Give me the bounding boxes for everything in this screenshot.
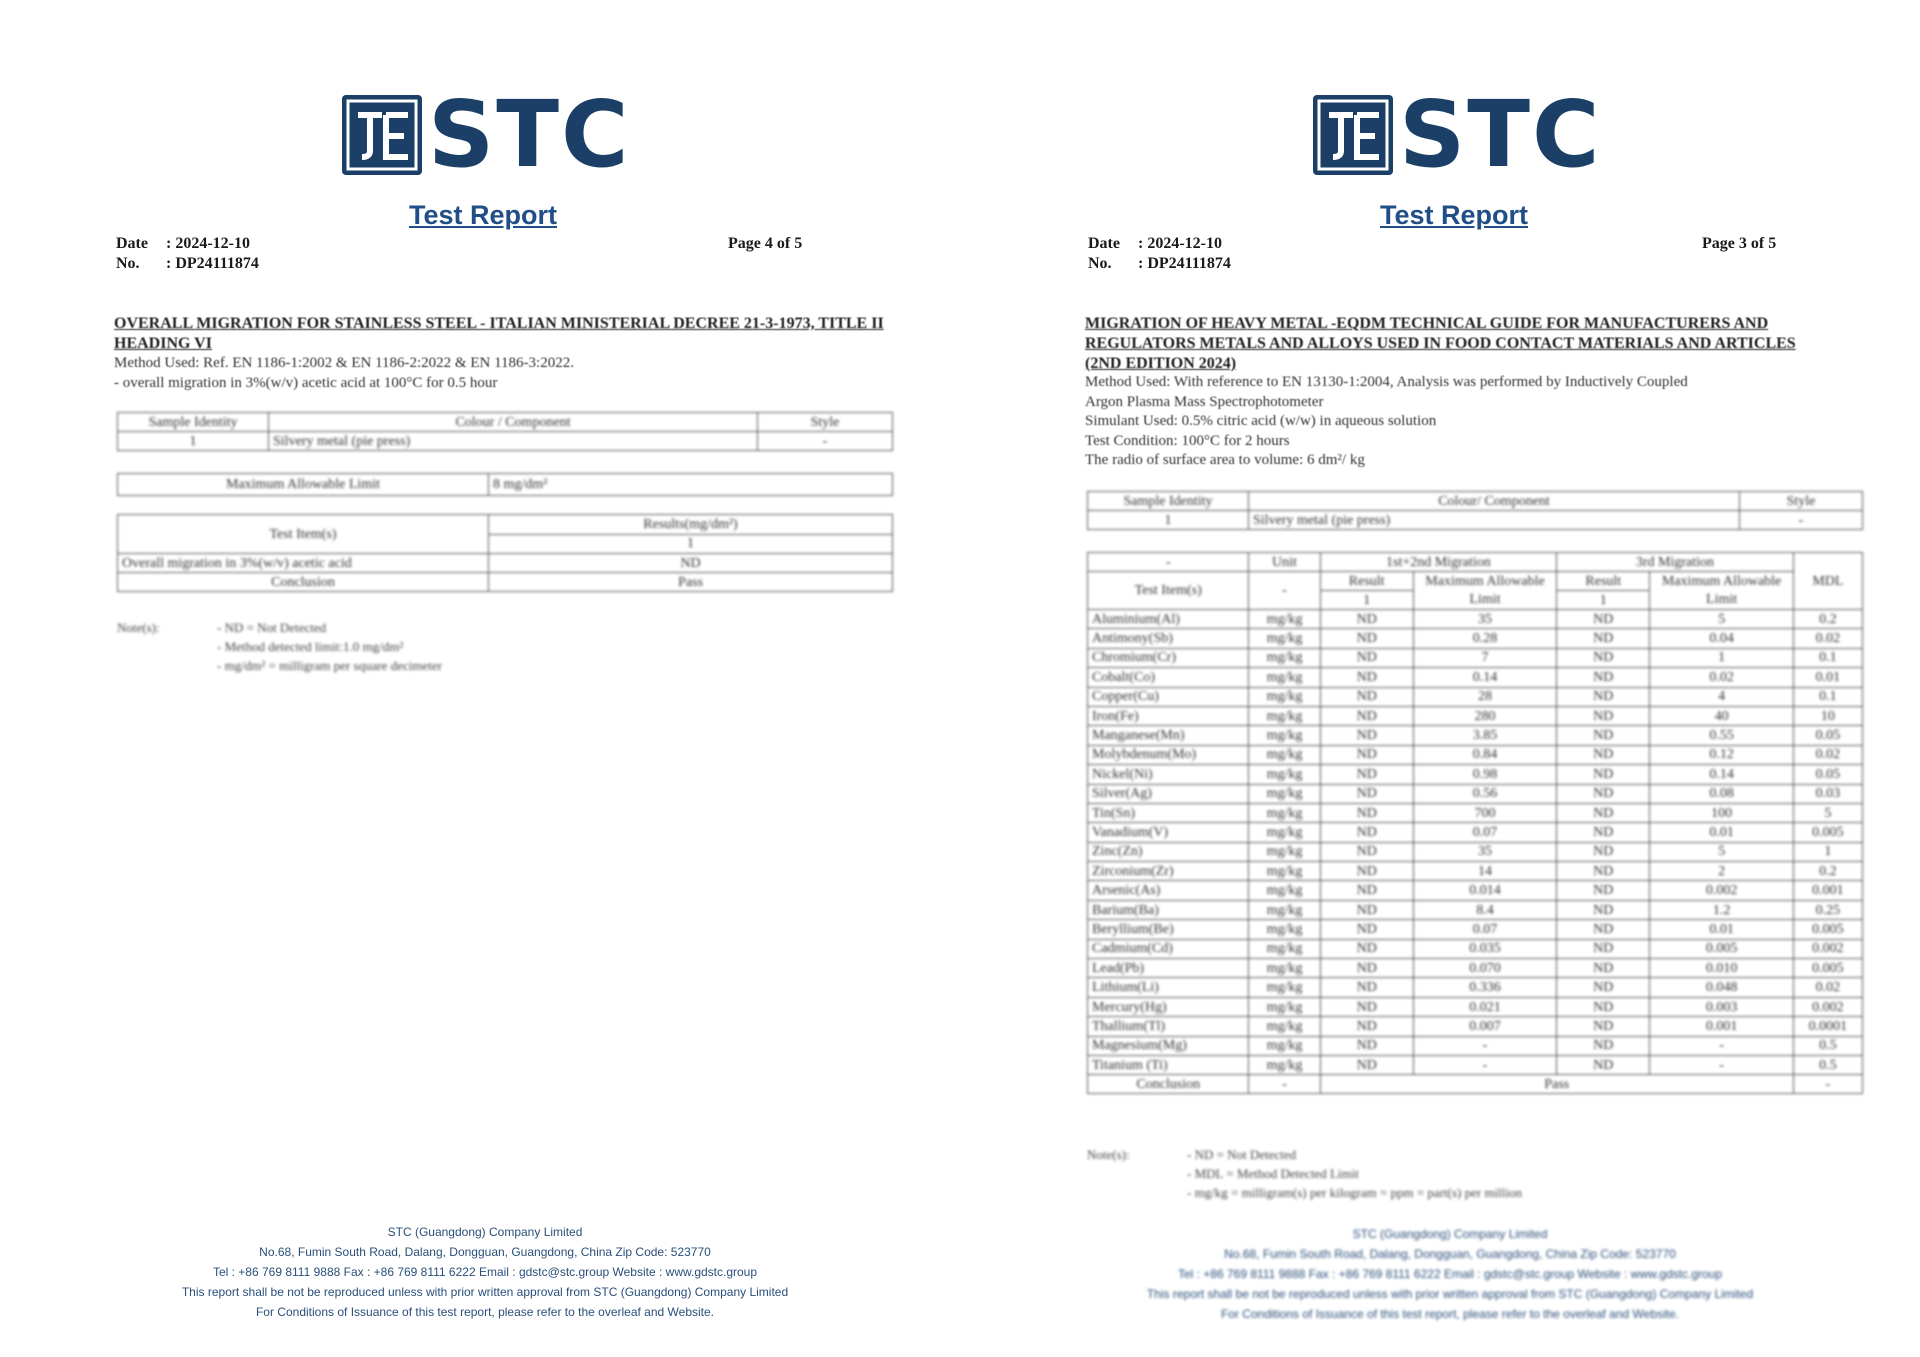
header-cell: Result bbox=[1320, 572, 1413, 591]
unit-cell: mg/kg bbox=[1249, 1017, 1320, 1036]
limit-12-cell: 0.014 bbox=[1413, 881, 1556, 900]
table-row bbox=[1088, 610, 1863, 629]
result-12-cell: ND bbox=[1320, 648, 1413, 667]
mdl-cell: 0.5 bbox=[1793, 1036, 1862, 1055]
test-item-cell: Iron(Fe) bbox=[1088, 706, 1249, 725]
test-item-cell: Nickel(Ni) bbox=[1088, 765, 1249, 784]
unit-cell: mg/kg bbox=[1249, 1055, 1320, 1074]
unit-cell: mg/kg bbox=[1249, 726, 1320, 745]
method-line: Test Condition: 100°C for 2 hours bbox=[1085, 432, 1290, 449]
limit-12-cell: 8.4 bbox=[1413, 900, 1556, 919]
method-block bbox=[114, 354, 574, 393]
limit-3-cell: 0.12 bbox=[1650, 745, 1793, 764]
limit-12-cell: 35 bbox=[1413, 842, 1556, 861]
limit-3-cell: - bbox=[1650, 1055, 1793, 1074]
result-12-cell: ND bbox=[1320, 939, 1413, 958]
result-3-cell: ND bbox=[1557, 939, 1650, 958]
limit-3-cell: - bbox=[1650, 1036, 1793, 1055]
unit-cell: mg/kg bbox=[1249, 803, 1320, 822]
stc-logo-wordmark: STC bbox=[428, 81, 631, 188]
result-3-cell: ND bbox=[1557, 629, 1650, 648]
table-row bbox=[118, 573, 893, 592]
test-item-cell: Zinc(Zn) bbox=[1088, 842, 1249, 861]
limit-3-cell: 5 bbox=[1650, 610, 1793, 629]
limit-3-cell: 0.005 bbox=[1650, 939, 1793, 958]
mdl-cell: 0.03 bbox=[1793, 784, 1862, 803]
footer-line: Tel : +86 769 8111 9888 Fax : +86 769 8111 6222 Email : gdstc@stc.group Website : www.gdstc.group bbox=[1177, 1267, 1723, 1281]
unit-cell: mg/kg bbox=[1249, 959, 1320, 978]
report-title: Test Report bbox=[1380, 200, 1529, 230]
limit-12-cell: 3.85 bbox=[1413, 726, 1556, 745]
limit-12-cell: 0.28 bbox=[1413, 629, 1556, 648]
table-cell: Overall migration in 3%(w/v) acetic acid bbox=[118, 554, 489, 573]
mdl-cell: 0.002 bbox=[1793, 939, 1862, 958]
limit-12-cell: 0.070 bbox=[1413, 959, 1556, 978]
limit-12-cell: 14 bbox=[1413, 862, 1556, 881]
footer-line: For Conditions of Issuance of this test report, please refer to the overleaf and Website. bbox=[255, 1305, 715, 1319]
table-row bbox=[1088, 900, 1863, 919]
header-cell: Unit bbox=[1249, 553, 1320, 572]
result-12-cell: ND bbox=[1320, 784, 1413, 803]
limit-3-cell: 1.2 bbox=[1650, 900, 1793, 919]
mdl-cell: 0.1 bbox=[1793, 648, 1862, 667]
mdl-cell: 0.02 bbox=[1793, 745, 1862, 764]
result-12-cell: ND bbox=[1320, 862, 1413, 881]
limit-3-cell: 0.001 bbox=[1650, 1017, 1793, 1036]
limit-3-cell: 4 bbox=[1650, 687, 1793, 706]
table-row bbox=[1088, 687, 1863, 706]
limit-3-cell: 0.01 bbox=[1650, 823, 1793, 842]
section-title: OVERALL MIGRATION FOR STAINLESS STEEL - ITALIAN MINISTERIAL DECREE 21-3-1973, TITLE II HEADING VI bbox=[114, 315, 884, 352]
mdl-cell: 0.0001 bbox=[1793, 1017, 1862, 1036]
unit-cell: mg/kg bbox=[1249, 939, 1320, 958]
mdl-cell: 5 bbox=[1793, 803, 1862, 822]
result-3-cell: ND bbox=[1557, 1017, 1650, 1036]
stc-logo-mark-icon bbox=[342, 95, 422, 175]
result-12-cell: ND bbox=[1320, 687, 1413, 706]
report-meta bbox=[1088, 234, 1231, 274]
limit-12-cell: 35 bbox=[1413, 610, 1556, 629]
table-row bbox=[1088, 706, 1863, 725]
limit-12-cell: 0.07 bbox=[1413, 823, 1556, 842]
result-12-cell: ND bbox=[1320, 842, 1413, 861]
method-line: The radio of surface area to volume: 6 dm²/ kg bbox=[1085, 452, 1365, 468]
note-item: - ND = Not Detected bbox=[1187, 1147, 1297, 1162]
stc-logo-wordmark: STC bbox=[1399, 81, 1602, 188]
note-item: - Method detected limit:1.0 mg/dm² bbox=[217, 639, 404, 654]
limit-3-cell: 40 bbox=[1650, 706, 1793, 725]
table-cell: - bbox=[1740, 511, 1863, 530]
table-cell: ND bbox=[489, 554, 893, 573]
table-row bbox=[1088, 1036, 1863, 1055]
page-footer bbox=[1147, 1224, 1753, 1324]
conclusion-label: Conclusion bbox=[118, 573, 489, 592]
limit-12-cell: - bbox=[1413, 1036, 1556, 1055]
stc-logo bbox=[342, 81, 631, 188]
result-3-cell: ND bbox=[1557, 726, 1650, 745]
header-cell: Sample Identity bbox=[118, 413, 269, 432]
table-row bbox=[1088, 629, 1863, 648]
result-12-cell: ND bbox=[1320, 610, 1413, 629]
table-row bbox=[1088, 1075, 1863, 1094]
header-cell: Colour/ Component bbox=[1249, 492, 1740, 511]
limit-12-cell: 0.021 bbox=[1413, 997, 1556, 1016]
conclusion-value: Pass bbox=[1320, 1075, 1793, 1094]
method-line: Simulant Used: 0.5% citric acid (w/w) in aqueous solution bbox=[1085, 413, 1437, 429]
test-item-cell: Cadmium(Cd) bbox=[1088, 939, 1249, 958]
mdl-cell: 0.05 bbox=[1793, 765, 1862, 784]
limit-3-cell: 0.01 bbox=[1650, 920, 1793, 939]
test-item-cell: Lead(Pb) bbox=[1088, 959, 1249, 978]
mdl-cell: 0.01 bbox=[1793, 668, 1862, 687]
unit-cell: mg/kg bbox=[1249, 881, 1320, 900]
notes-label: Note(s): bbox=[1087, 1147, 1130, 1162]
limit-label: Maximum Allowable Limit bbox=[118, 474, 489, 496]
table-row bbox=[1088, 726, 1863, 745]
limit-3-cell: 0.04 bbox=[1650, 629, 1793, 648]
report-meta bbox=[116, 234, 259, 274]
mdl-cell: 0.2 bbox=[1793, 610, 1862, 629]
table-row bbox=[1088, 1055, 1863, 1074]
page-number: Page 4 of 5 bbox=[728, 235, 803, 252]
header-cell: Test Item(s) bbox=[1088, 572, 1249, 610]
table-row bbox=[1088, 803, 1863, 822]
conclusion-unit: - bbox=[1249, 1075, 1320, 1094]
report-number: : DP24111874 bbox=[1138, 255, 1231, 272]
table-row bbox=[118, 432, 893, 451]
mdl-cell: 1 bbox=[1793, 842, 1862, 861]
limit-12-cell: 28 bbox=[1413, 687, 1556, 706]
date-label: Date bbox=[1088, 235, 1120, 252]
test-item-cell: Silver(Ag) bbox=[1088, 784, 1249, 803]
unit-cell: mg/kg bbox=[1249, 629, 1320, 648]
table-row bbox=[1088, 842, 1863, 861]
header-cell: Style bbox=[758, 413, 893, 432]
table-cell: 1 bbox=[1088, 511, 1249, 530]
test-item-cell: Arsenic(As) bbox=[1088, 881, 1249, 900]
header-cell: Style bbox=[1740, 492, 1863, 511]
mdl-cell: 0.02 bbox=[1793, 978, 1862, 997]
report-date: : 2024-12-10 bbox=[1138, 235, 1222, 252]
section-title: MIGRATION OF HEAVY METAL -EQDM TECHNICAL GUIDE FOR MANUFACTURERS AND REGULATORS METALS AND ALLOYS USED IN FOOD CONTACT MATERIALS AND ARTICLES (2ND EDITION 2024) bbox=[1085, 315, 1796, 372]
unit-cell: mg/kg bbox=[1249, 920, 1320, 939]
footer-line: For Conditions of Issuance of this test report, please refer to the overleaf and Website. bbox=[1220, 1307, 1680, 1321]
test-item-cell: Manganese(Mn) bbox=[1088, 726, 1249, 745]
result-12-cell: ND bbox=[1320, 823, 1413, 842]
result-3-cell: ND bbox=[1557, 997, 1650, 1016]
mdl-cell: 0.02 bbox=[1793, 629, 1862, 648]
note-item: - mg/dm² = milligram per square decimeter bbox=[217, 658, 442, 673]
unit-cell: mg/kg bbox=[1249, 668, 1320, 687]
result-3-cell: ND bbox=[1557, 1055, 1650, 1074]
footer-line: STC (Guangdong) Company Limited bbox=[1352, 1227, 1548, 1241]
unit-cell: mg/kg bbox=[1249, 997, 1320, 1016]
test-item-cell: Titanium (Ti) bbox=[1088, 1055, 1249, 1074]
header-cell: - bbox=[1249, 572, 1320, 610]
mdl-cell: 0.005 bbox=[1793, 823, 1862, 842]
result-3-cell: ND bbox=[1557, 959, 1650, 978]
mdl-cell: 0.1 bbox=[1793, 687, 1862, 706]
limit-3-cell: 100 bbox=[1650, 803, 1793, 822]
stc-logo-mark-icon bbox=[1313, 95, 1393, 175]
result-12-cell: ND bbox=[1320, 920, 1413, 939]
mdl-cell: 0.05 bbox=[1793, 726, 1862, 745]
header-cell: 1 bbox=[1557, 591, 1650, 610]
header-cell: 1 bbox=[489, 534, 893, 554]
limit-12-cell: 0.035 bbox=[1413, 939, 1556, 958]
result-12-cell: ND bbox=[1320, 1036, 1413, 1055]
table-row bbox=[1088, 745, 1863, 764]
unit-cell: mg/kg bbox=[1249, 862, 1320, 881]
result-12-cell: ND bbox=[1320, 1017, 1413, 1036]
test-item-cell: Beryllium(Be) bbox=[1088, 920, 1249, 939]
method-line: Method Used: Ref. EN 1186-1:2002 & EN 1186-2:2022 & EN 1186-3:2022. bbox=[114, 355, 574, 371]
test-item-cell: Lithium(Li) bbox=[1088, 978, 1249, 997]
unit-cell: mg/kg bbox=[1249, 648, 1320, 667]
table-cell: Silvery metal (pie press) bbox=[1249, 511, 1740, 530]
header-cell: Results(mg/dm²) bbox=[489, 515, 893, 535]
result-3-cell: ND bbox=[1557, 823, 1650, 842]
method-block bbox=[1085, 373, 1688, 471]
header-cell: 1 bbox=[1320, 591, 1413, 610]
conclusion-value: Pass bbox=[489, 573, 893, 592]
header-cell: Colour / Component bbox=[269, 413, 758, 432]
table-row bbox=[1088, 959, 1863, 978]
sample-table bbox=[1087, 491, 1863, 530]
limit-12-cell: 700 bbox=[1413, 803, 1556, 822]
table-row bbox=[1088, 939, 1863, 958]
metal-table bbox=[1087, 552, 1863, 1094]
result-3-cell: ND bbox=[1557, 862, 1650, 881]
limit-3-cell: 1 bbox=[1650, 648, 1793, 667]
mdl-cell: 0.2 bbox=[1793, 862, 1862, 881]
unit-cell: mg/kg bbox=[1249, 706, 1320, 725]
date-label: Date bbox=[116, 235, 148, 252]
page-footer bbox=[182, 1222, 788, 1322]
conclusion-label: Conclusion bbox=[1088, 1075, 1249, 1094]
limit-3-cell: 0.14 bbox=[1650, 765, 1793, 784]
method-line: - overall migration in 3%(w/v) acetic acid at 100°C for 0.5 hour bbox=[114, 374, 498, 391]
unit-cell: mg/kg bbox=[1249, 978, 1320, 997]
header-cell: 1st+2nd Migration bbox=[1320, 553, 1557, 572]
note-item: - ND = Not Detected bbox=[217, 620, 327, 635]
table-cell: Silvery metal (pie press) bbox=[269, 432, 758, 451]
test-item-cell: Copper(Cu) bbox=[1088, 687, 1249, 706]
test-item-cell: Aluminium(Al) bbox=[1088, 610, 1249, 629]
test-item-cell: Thallium(Tl) bbox=[1088, 1017, 1249, 1036]
table-row bbox=[1088, 765, 1863, 784]
mdl-cell: 0.5 bbox=[1793, 1055, 1862, 1074]
test-item-cell: Antimony(Sb) bbox=[1088, 629, 1249, 648]
mdl-cell: 0.002 bbox=[1793, 997, 1862, 1016]
result-3-cell: ND bbox=[1557, 842, 1650, 861]
result-3-cell: ND bbox=[1557, 900, 1650, 919]
notes-label: Note(s): bbox=[117, 620, 160, 635]
result-12-cell: ND bbox=[1320, 959, 1413, 978]
mdl-cell: 10 bbox=[1793, 706, 1862, 725]
unit-cell: mg/kg bbox=[1249, 1036, 1320, 1055]
report-date: : 2024-12-10 bbox=[166, 235, 250, 252]
mdl-cell: 0.005 bbox=[1793, 920, 1862, 939]
header-cell: Maximum Allowable Limit bbox=[1413, 572, 1556, 610]
table-row bbox=[1088, 862, 1863, 881]
table-cell: - bbox=[758, 432, 893, 451]
unit-cell: mg/kg bbox=[1249, 842, 1320, 861]
result-12-cell: ND bbox=[1320, 1055, 1413, 1074]
table-row bbox=[1088, 823, 1863, 842]
table-row bbox=[1088, 784, 1863, 803]
test-item-cell: Molybdenum(Mo) bbox=[1088, 745, 1249, 764]
report-page-3 bbox=[970, 0, 1920, 1357]
notes bbox=[1087, 1145, 1787, 1215]
result-12-cell: ND bbox=[1320, 997, 1413, 1016]
result-table bbox=[117, 514, 893, 592]
limit-value: 8 mg/dm² bbox=[489, 474, 893, 496]
test-item-cell: Barium(Ba) bbox=[1088, 900, 1249, 919]
test-item-cell: Mercury(Hg) bbox=[1088, 997, 1249, 1016]
unit-cell: mg/kg bbox=[1249, 823, 1320, 842]
footer-line: No.68, Fumin South Road, Dalang, Dongguan, Guangdong, China Zip Code: 523770 bbox=[259, 1245, 711, 1259]
limit-12-cell: 0.84 bbox=[1413, 745, 1556, 764]
header-cell: Result bbox=[1557, 572, 1650, 591]
header-cell: Test Item(s) bbox=[118, 515, 489, 554]
table-row bbox=[1088, 920, 1863, 939]
mdl-cell: 0.001 bbox=[1793, 881, 1862, 900]
result-12-cell: ND bbox=[1320, 978, 1413, 997]
result-3-cell: ND bbox=[1557, 803, 1650, 822]
page-number: Page 3 of 5 bbox=[1702, 235, 1777, 252]
limit-12-cell: - bbox=[1413, 1055, 1556, 1074]
test-item-cell: Tin(Sn) bbox=[1088, 803, 1249, 822]
test-item-cell: Zirconium(Zr) bbox=[1088, 862, 1249, 881]
limit-3-cell: 0.55 bbox=[1650, 726, 1793, 745]
unit-cell: mg/kg bbox=[1249, 784, 1320, 803]
result-3-cell: ND bbox=[1557, 648, 1650, 667]
limit-3-cell: 0.048 bbox=[1650, 978, 1793, 997]
result-3-cell: ND bbox=[1557, 706, 1650, 725]
limit-12-cell: 280 bbox=[1413, 706, 1556, 725]
header-cell: 3rd Migration bbox=[1557, 553, 1794, 572]
result-12-cell: ND bbox=[1320, 803, 1413, 822]
result-12-cell: ND bbox=[1320, 629, 1413, 648]
limit-12-cell: 0.336 bbox=[1413, 978, 1556, 997]
footer-line: No.68, Fumin South Road, Dalang, Dongguan, Guangdong, China Zip Code: 523770 bbox=[1224, 1247, 1676, 1261]
result-3-cell: ND bbox=[1557, 687, 1650, 706]
result-3-cell: ND bbox=[1557, 745, 1650, 764]
note-item: - mg/kg = milligram(s) per kilogram = ppm = part(s) per million bbox=[1187, 1185, 1523, 1200]
table-row bbox=[118, 554, 893, 573]
table-cell: 1 bbox=[118, 432, 269, 451]
result-12-cell: ND bbox=[1320, 900, 1413, 919]
unit-cell: mg/kg bbox=[1249, 687, 1320, 706]
result-3-cell: ND bbox=[1557, 784, 1650, 803]
limit-3-cell: 2 bbox=[1650, 862, 1793, 881]
test-item-cell: Magnesium(Mg) bbox=[1088, 1036, 1249, 1055]
result-12-cell: ND bbox=[1320, 765, 1413, 784]
number-label: No. bbox=[1088, 255, 1112, 272]
number-label: No. bbox=[116, 255, 140, 272]
result-3-cell: ND bbox=[1557, 1036, 1650, 1055]
method-line: Method Used: With reference to EN 13130-1:2004, Analysis was performed by Inductively Coupled bbox=[1085, 374, 1688, 390]
result-3-cell: ND bbox=[1557, 920, 1650, 939]
limit-12-cell: 0.14 bbox=[1413, 668, 1556, 687]
unit-cell: mg/kg bbox=[1249, 610, 1320, 629]
conclusion-mdl: - bbox=[1793, 1075, 1862, 1094]
method-line: Argon Plasma Mass Spectrophotometer bbox=[1085, 393, 1324, 410]
result-3-cell: ND bbox=[1557, 610, 1650, 629]
notes bbox=[117, 618, 717, 688]
limit-3-cell: 0.08 bbox=[1650, 784, 1793, 803]
test-item-cell: Vanadium(V) bbox=[1088, 823, 1249, 842]
result-3-cell: ND bbox=[1557, 765, 1650, 784]
limit-table bbox=[117, 473, 893, 496]
footer-line: This report shall be not be reproduced unless with prior written approval from STC (Guangdong) Company Limited bbox=[181, 1285, 789, 1299]
table-row bbox=[1088, 648, 1863, 667]
result-12-cell: ND bbox=[1320, 706, 1413, 725]
result-3-cell: ND bbox=[1557, 668, 1650, 687]
header-cell: Maximum Allowable Limit bbox=[1650, 572, 1793, 610]
limit-3-cell: 5 bbox=[1650, 842, 1793, 861]
mdl-cell: 0.005 bbox=[1793, 959, 1862, 978]
note-item: - MDL = Method Detected Limit bbox=[1187, 1166, 1359, 1181]
test-item-cell: Chromium(Cr) bbox=[1088, 648, 1249, 667]
unit-cell: mg/kg bbox=[1249, 745, 1320, 764]
mdl-cell: 0.25 bbox=[1793, 900, 1862, 919]
report-number: : DP24111874 bbox=[166, 255, 259, 272]
table-row bbox=[1088, 881, 1863, 900]
sample-table bbox=[117, 412, 893, 451]
footer-line: Tel : +86 769 8111 9888 Fax : +86 769 8111 6222 Email : gdstc@stc.group Website : www.gdstc.group bbox=[212, 1265, 758, 1279]
limit-3-cell: 0.002 bbox=[1650, 881, 1793, 900]
unit-cell: mg/kg bbox=[1249, 900, 1320, 919]
result-12-cell: ND bbox=[1320, 745, 1413, 764]
footer-line: This report shall be not be reproduced unless with prior written approval from STC (Guangdong) Company Limited bbox=[1146, 1287, 1754, 1301]
table-row bbox=[1088, 511, 1863, 530]
result-12-cell: ND bbox=[1320, 726, 1413, 745]
limit-3-cell: 0.02 bbox=[1650, 668, 1793, 687]
footer-line: STC (Guangdong) Company Limited bbox=[387, 1225, 583, 1239]
table-row bbox=[1088, 978, 1863, 997]
header-cell: Sample Identity bbox=[1088, 492, 1249, 511]
result-3-cell: ND bbox=[1557, 978, 1650, 997]
test-item-cell: Cobalt(Co) bbox=[1088, 668, 1249, 687]
limit-3-cell: 0.010 bbox=[1650, 959, 1793, 978]
unit-cell: mg/kg bbox=[1249, 765, 1320, 784]
limit-12-cell: 0.07 bbox=[1413, 920, 1556, 939]
header-cell: - bbox=[1088, 553, 1249, 572]
table-row bbox=[1088, 1017, 1863, 1036]
limit-12-cell: 0.98 bbox=[1413, 765, 1556, 784]
result-12-cell: ND bbox=[1320, 881, 1413, 900]
limit-3-cell: 0.003 bbox=[1650, 997, 1793, 1016]
header-cell: MDL bbox=[1793, 553, 1862, 610]
table-row bbox=[1088, 668, 1863, 687]
result-12-cell: ND bbox=[1320, 668, 1413, 687]
limit-12-cell: 0.56 bbox=[1413, 784, 1556, 803]
table-row bbox=[1088, 997, 1863, 1016]
stc-logo bbox=[1313, 81, 1602, 188]
limit-12-cell: 7 bbox=[1413, 648, 1556, 667]
result-3-cell: ND bbox=[1557, 881, 1650, 900]
limit-12-cell: 0.007 bbox=[1413, 1017, 1556, 1036]
report-title: Test Report bbox=[409, 200, 558, 230]
